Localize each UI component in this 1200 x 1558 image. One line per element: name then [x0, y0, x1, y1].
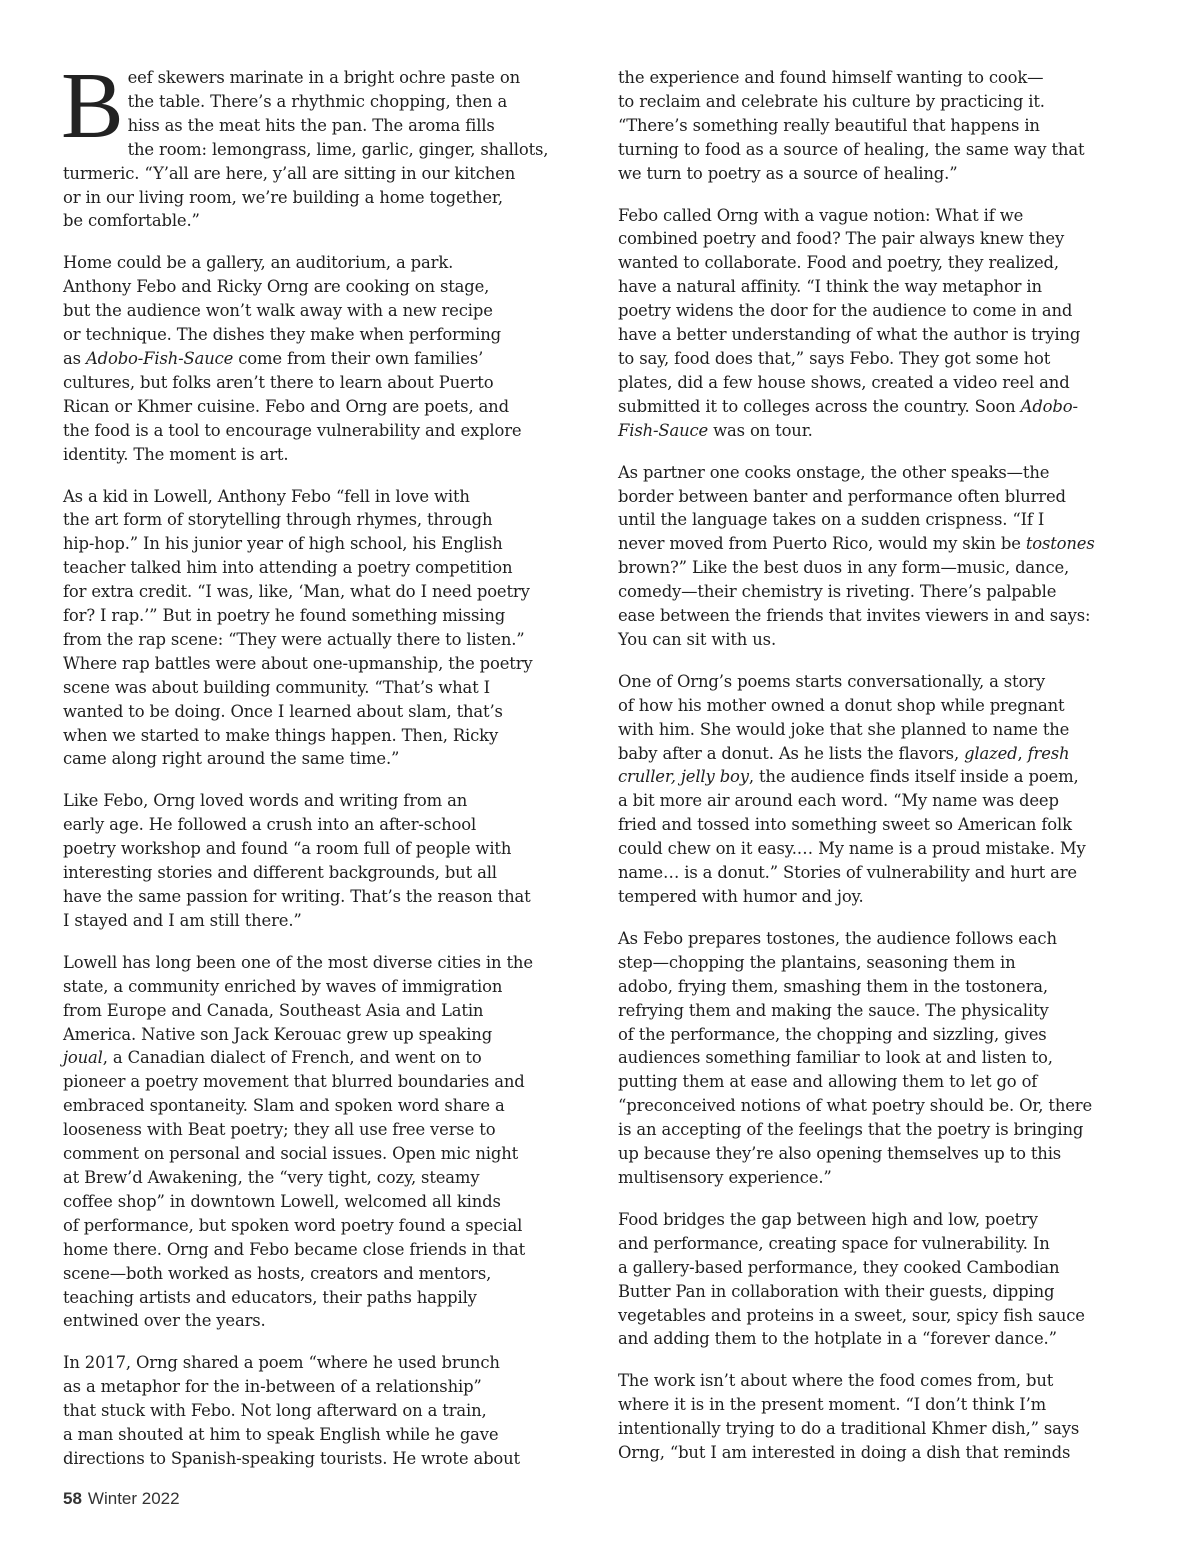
paragraph-12: Food bridges the gap between high and low, poetry and performance, creating space for vulnerability. In a gallery-based performance, they cooked Cambodian Butter Pan in collaboration with their guests, dipping vegetables and proteins in a sweet, sour, spicy fish sauce and adding them to the hotplate in a “forever dance.” [618, 1209, 1085, 1349]
italic-term: glazed [964, 743, 1018, 763]
paragraph-4: Like Febo, Orng loved words and writing from an early age. He followed a crush into an after-school poetry workshop and found “a room full of people with interesting stories and different backgrounds, but all have the same passion for writing. That’s the reason that I stayed and I am still there.” [63, 791, 531, 930]
italic-term: cruller, jelly boy [618, 767, 749, 787]
issue-label: Winter 2022 [87, 1489, 180, 1508]
italic-title: Adobo- [1020, 396, 1078, 416]
drop-cap: B [61, 54, 124, 158]
paragraph-2: Home could be a gallery, an auditorium, a park. Anthony Febo and Ricky Orng are cooking on stage, but the audience won’t walk away with a new recipe or technique. The dishes they make when performing as Adobo-Fish-Sauce come from their own families’ cultures, but folks aren’t there to learn about Puerto Rican or Khmer cuisine. Febo and Orng are poets, and the food is a tool to encourage vulnerability and explore identity. The moment is art. [63, 253, 522, 464]
italic-term: tostones [1025, 534, 1095, 554]
italic-title: Adobo-Fish-Sauce [85, 348, 234, 368]
paragraph-13: The work isn’t about where the food comes from, but where it is in the present moment. “I don’t think I’m intentionally trying to do a traditional Khmer dish,” says Orng, “but I am interested in doing a dish that reminds [618, 1371, 1080, 1463]
paragraph-6: In 2017, Orng shared a poem “where he used brunch as a metaphor for the in-between of a relationship” that stuck with Febo. Not long afterward on a train, a man shouted at him to speak English while he gave directions to Spanish-speaking tourists. He wrote about [63, 1353, 520, 1468]
paragraph-3: As a kid in Lowell, Anthony Febo “fell in love with the art form of storytelling through rhymes, through hip-hop.” In his junior year of high school, his English teacher talked him into attending a poetry competition for extra credit. “I was, like, ‘Man, what do I need poetry for? I rap.’” But in poetry he found something missing from the rap scene: “They were actually there to listen.” Where rap battles were about one-upmanship, the poetry scene was about building community. “That’s what I wanted to be doing. Once I learned about slam, that’s when we started to make things happen. Then, Ricky came along right around the same time.” [63, 486, 533, 769]
paragraph-5: Lowell has long been one of the most diverse cities in the state, a community enriched by waves of immigration from Europe and Canada, Southeast Asia and Latin America. Native son Jack Kerouac grew up speaking joual, a Canadian dialect of French, and went on to pioneer a poetry movement that blurred boundaries and embraced spontaneity. Slam and spoken word share a looseness with Beat poetry; they all use free verse to comment on personal and social issues. Open mic night at Brew’d Awakening, the “very tight, cozy, steamy coffee shop” in downtown Lowell, welcomed all kinds of performance, but spoken word poetry found a special home there. Orng and Febo became close friends in that scene—both worked as hosts, creators and mentors, teaching artists and educators, their paths happily entwined over the years. [63, 952, 533, 1331]
italic-term: fresh [1027, 743, 1070, 763]
paragraph-7: the experience and found himself wanting to cook— to reclaim and celebrate his culture by practicing it. “There’s something really beautiful that happens in turning to food as a source of healing, the same way that we turn to poetry as a source of healing.” [618, 68, 1085, 183]
paragraph-11: As Febo prepares tostones, the audience follows each step—chopping the plantains, seasoning them in adobo, frying them, smashing them in the tostonera, refrying them and making the sauce. The physicality of the performance, the chopping and sizzling, gives audiences something familiar to look at and listen to, putting them at ease and allowing them to let go of “preconceived notions of what poetry should be. Or, there is an accepting of the feelings that the poetry is bringing up because they’re also opening themselves up to this multisensory experience.” [618, 928, 1093, 1187]
article-column-right [618, 66, 1132, 1483]
paragraph-10: One of Orng’s poems starts conversationally, a story of how his mother owned a donut shop while pregnant with him. She would joke that she planned to name the baby after a donut. As he lists the flavors, glazed, fresh cruller, jelly boy, the audience finds itself inside a poem, a bit more air around each word. “My name was deep fried and tossed into something sweet so American folk could chew on it easy.… My name is a proud mistake. My name… is a donut.” Stories of vulnerability and hurt are tempered with humor and joy. [618, 671, 1086, 906]
article-column-left [61, 54, 573, 1489]
page-number: 58 [63, 1489, 82, 1508]
paragraph-9: As partner one cooks onstage, the other speaks—the border between banter and performance often blurred until the language takes on a sudden crispness. “If I never moved from Puerto Rico, would my skin be tostones brown?” Like the best duos in any form—music, dance, comedy—their chemistry is riveting. There’s palpable ease between the friends that invites viewers in and says: You can sit with us. [618, 462, 1095, 649]
italic-title-cont: Fish-Sauce [618, 420, 709, 440]
paragraph-8: Febo called Orng with a vague notion: What if we combined poetry and food? The pair always knew they wanted to collaborate. Food and poetry, they realized, have a natural affinity. “I think the way metaphor in poetry widens the door for the audience to come in and have a better understanding of what the author is trying to say, food does that,” says Febo. They got some hot plates, did a few house shows, created a video reel and submitted it to colleges across the country. Soon Adobo- Fish-Sauce was on tour. [618, 205, 1081, 440]
page-footer [63, 1489, 180, 1509]
paragraph-1: Beef skewers marinate in a bright ochre paste on the table. There’s a rhythmic chopping, then a hiss as the meat hits the pan. The aroma fills the room: lemongrass, lime, garlic, ginger, shallots, turmeric. “Y’all are here, y’all are sitting in our kitchen or in our living room, we’re building a home together, be comfortable.” [61, 54, 549, 231]
italic-term: joual [63, 1048, 103, 1068]
